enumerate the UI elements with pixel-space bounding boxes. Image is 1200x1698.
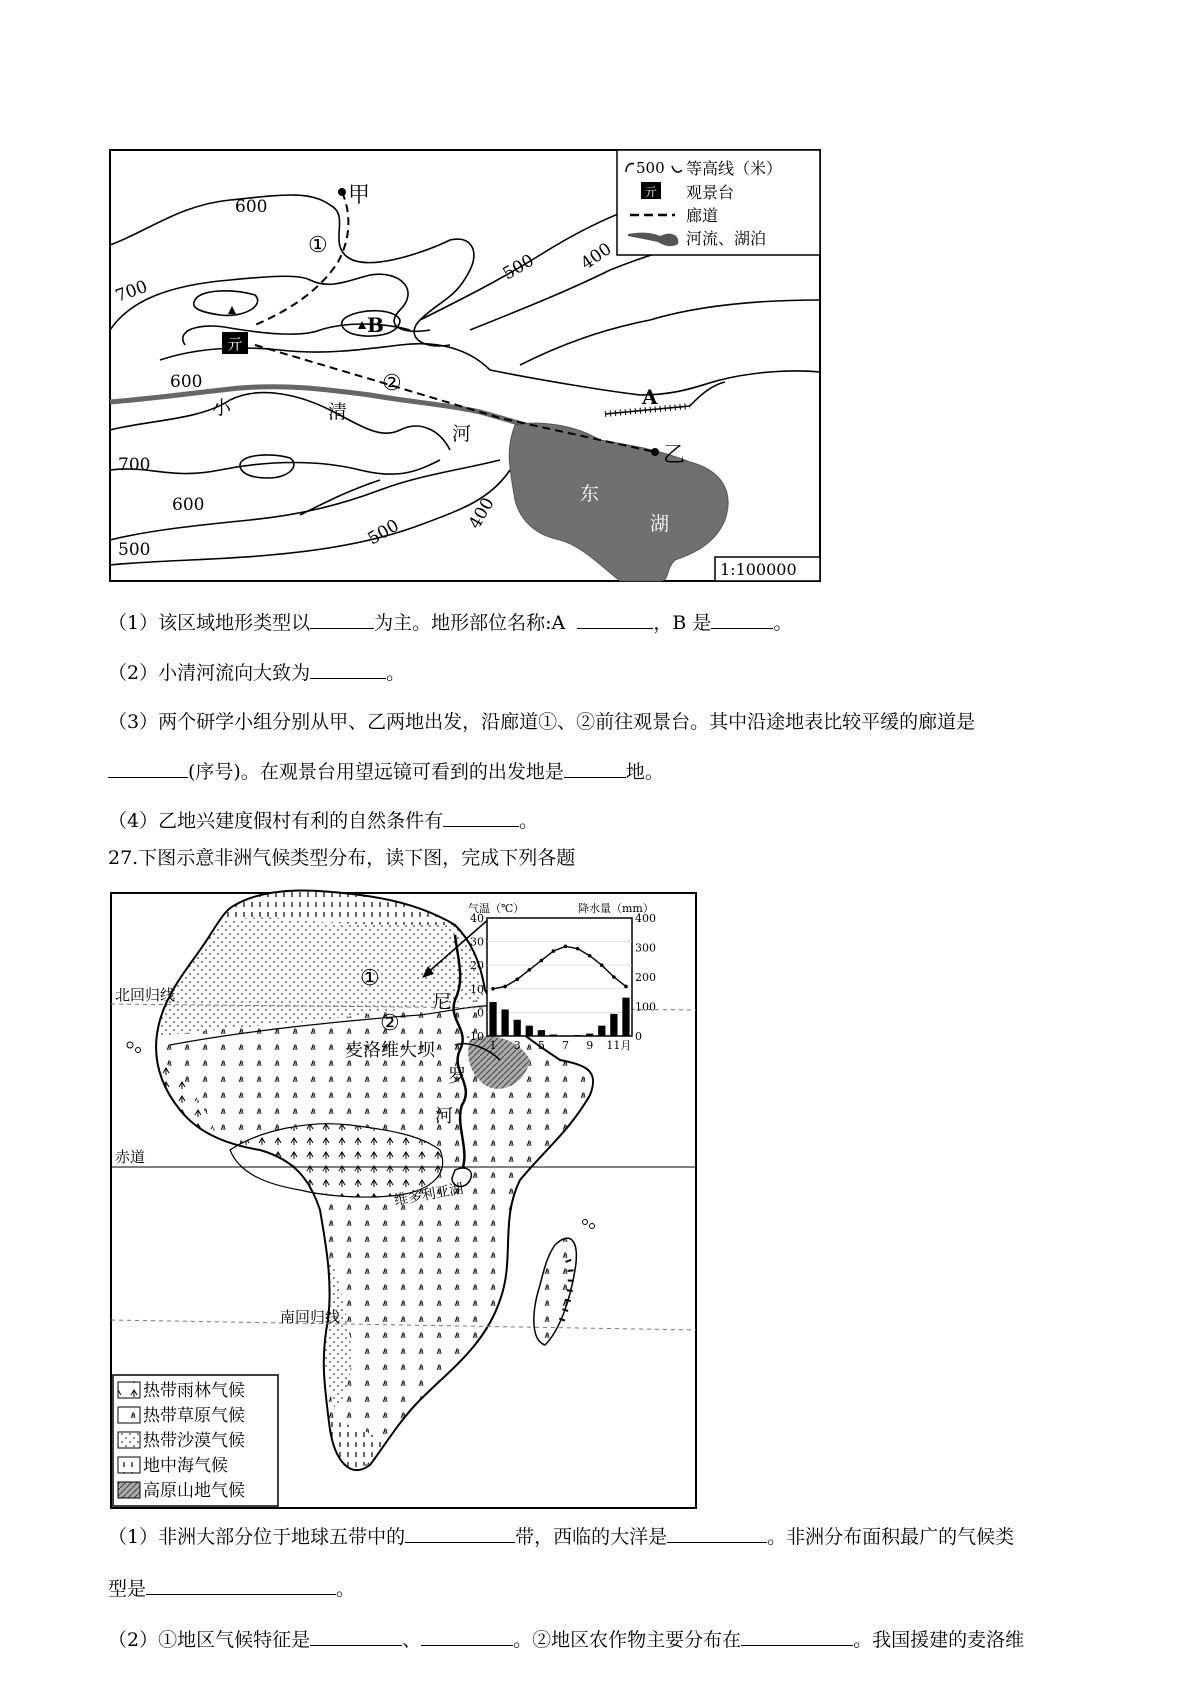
temperature-point (552, 949, 556, 953)
prec-tick-label: 100 (635, 1000, 656, 1014)
equator-label: 赤道 (115, 1148, 146, 1166)
tropic-of-cancer-label: 北回归线 (115, 986, 176, 1004)
q26-text: 。 (773, 612, 793, 634)
q27-text: 。②地区农作物主要分布在 (513, 1629, 742, 1651)
month-tick-label: 11月 (606, 1039, 632, 1052)
answer-blank[interactable] (667, 1524, 767, 1543)
temp-tick-label: 0 (477, 1006, 484, 1020)
answer-blank[interactable] (741, 1627, 853, 1646)
precipitation-bar (586, 1034, 593, 1036)
prec-tick-label: 0 (635, 1030, 642, 1043)
river-char-3: 河 (452, 423, 472, 445)
precipitation-bar (622, 998, 629, 1036)
q27-text: 。非洲分布面积最广的气候类 (767, 1526, 1015, 1548)
chart-prec-title: 降水量（mm） (578, 902, 654, 915)
contour-label: 400 (465, 494, 499, 533)
nile-char-3: 河 (435, 1106, 453, 1127)
precipitation-bar (526, 1026, 533, 1036)
temp-tick-label: 10 (470, 982, 484, 996)
chart-temp-title: 气温（℃） (468, 902, 525, 915)
q27-line-3 (108, 1627, 1024, 1653)
lake-char-2: 湖 (650, 513, 670, 535)
temperature-point (503, 985, 507, 989)
temperature-point (600, 963, 604, 967)
q26-text: （1）该区域地形类型以 (108, 612, 311, 634)
prec-tick-label: 300 (635, 941, 656, 955)
contour-label: 600 (170, 372, 203, 392)
legend-mediterranean-label: 地中海气候 (143, 1456, 228, 1476)
q27-text: （1）非洲大部分位于地球五带中的 (108, 1526, 406, 1548)
precipitation-bar (489, 1002, 496, 1036)
q26-text: 。 (519, 810, 539, 832)
q27-text: 、 (402, 1629, 422, 1651)
contour-label: 500 (118, 540, 151, 560)
temperature-point (540, 959, 544, 963)
legend-mediterranean-swatch (118, 1457, 140, 1473)
contour-label: 600 (235, 197, 268, 217)
q27-text: 。 (336, 1578, 356, 1600)
precipitation-bar (598, 1026, 605, 1036)
month-tick-label: 5 (537, 1039, 545, 1052)
q27-text: （2）①地区气候特征是 (108, 1629, 311, 1651)
q26-text: (序号)。在观景台用望远镜可看到的出发地是 (188, 761, 564, 783)
contour-label: 700 (118, 455, 151, 475)
legend-viewpoint-glyph: 亓 (644, 185, 658, 199)
prec-tick-label: 200 (635, 971, 656, 984)
precipitation-bar (502, 1009, 509, 1036)
viewpoint-icon-glyph: 亓 (227, 335, 243, 353)
prec-tick-label: 400 (635, 912, 656, 925)
legend-highland-swatch (118, 1482, 140, 1498)
region-2-label: ② (380, 1011, 400, 1036)
legend-highland-label: 高原山地气候 (143, 1481, 245, 1501)
q27-text: 型是 (108, 1578, 147, 1600)
tropic-of-capricorn-label: 南回归线 (280, 1308, 341, 1326)
q27-text: 带，西临的大洋是 (515, 1526, 668, 1548)
temp-tick-label: 30 (470, 935, 484, 949)
legend-savanna-swatch (118, 1407, 140, 1423)
q27-line-2 (108, 1576, 355, 1602)
contour-label: 400 (577, 239, 616, 275)
temp-tick-label: -10 (466, 1030, 484, 1043)
contour-label: 700 (112, 276, 151, 307)
q26-text: （3）两个研学小组分别从甲、乙两地出发，沿廊道①、②前往观景台。其中沿途地表比较平缓的廊道是 (108, 711, 976, 733)
river-char-2: 清 (328, 401, 348, 423)
temperature-point (588, 954, 592, 958)
lake-char-1: 东 (580, 483, 600, 505)
precipitation-bar (538, 1030, 545, 1036)
label-yi: 乙 (663, 443, 686, 468)
q26-text: 为主。地形部位名称:A (374, 612, 566, 634)
precipitation-bar (550, 1035, 557, 1036)
temperature-point (564, 945, 568, 949)
river-char-1: 小 (212, 397, 232, 419)
q26-text: ，B 是 (653, 612, 712, 634)
legend-savanna-label: 热带草原气候 (143, 1406, 245, 1426)
temp-tick-label: 40 (470, 912, 484, 925)
precipitation-bar (610, 1014, 617, 1036)
answer-blank[interactable] (310, 1627, 402, 1646)
label-jia: 甲 (348, 183, 371, 208)
label-corridor-1: ① (308, 233, 328, 258)
legend-desert-label: 热带沙漠气候 (143, 1431, 245, 1451)
precipitation-bar (562, 1035, 569, 1036)
temperature-point (576, 947, 580, 951)
nile-char-1: 尼 (433, 992, 451, 1013)
legend-rainforest-swatch (118, 1382, 140, 1398)
answer-blank[interactable] (146, 1576, 336, 1595)
temp-tick-label: 20 (470, 959, 484, 973)
temperature-point (491, 987, 495, 991)
month-tick-label: 3 (513, 1039, 521, 1052)
climate-chart (466, 901, 656, 1052)
temperature-point (624, 985, 628, 989)
answer-blank[interactable] (405, 1524, 515, 1543)
legend-desert-swatch (118, 1432, 140, 1448)
legend-contour-value: 500 (636, 159, 665, 177)
temperature-point (612, 975, 616, 979)
q26-text: 。 (386, 662, 406, 684)
month-tick-label: 9 (586, 1039, 594, 1052)
q26-text: （2）小清河流向大致为 (108, 662, 311, 684)
q27-text: 。我国援建的麦洛维 (853, 1629, 1025, 1651)
q27-line-1 (108, 1524, 1014, 1550)
region-1-label: ① (360, 966, 380, 991)
label-b: B (367, 313, 384, 337)
legend-viewpoint-label: 观景台 (686, 183, 735, 202)
month-tick-label: 7 (562, 1039, 570, 1052)
contour-label: 600 (172, 495, 205, 515)
legend-water-label: 河流、湖泊 (686, 229, 767, 248)
legend-contour-label: 等高线（米） (686, 159, 783, 178)
precipitation-bar (574, 1035, 581, 1036)
contour-label: 500 (364, 515, 403, 550)
temperature-point (515, 978, 519, 982)
label-a: A (642, 385, 658, 409)
lake-victoria-label: 维多利亚湖 (392, 1181, 465, 1209)
scale-text: 1:100000 (720, 560, 797, 579)
label-corridor-2: ② (382, 371, 402, 396)
month-tick-label: 1 (489, 1039, 497, 1052)
temperature-point (527, 968, 531, 972)
q26-text: 地。 (625, 761, 664, 783)
precipitation-bar (514, 1020, 521, 1036)
contour-label: 500 (499, 250, 538, 285)
nile-char-2: 罗 (448, 1066, 466, 1087)
legend-rainforest-label: 热带雨林气候 (143, 1381, 245, 1401)
q27-title: 27.下图示意非洲气候类型分布，读下图，完成下列各题 (108, 847, 576, 869)
legend-corridor-label: 廊道 (686, 206, 719, 225)
merowe-dam-label: 麦洛维大坝 (345, 1040, 435, 1061)
answer-blank[interactable] (421, 1627, 513, 1646)
q26-text: （4）乙地兴建度假村有利的自然条件有 (108, 810, 444, 832)
